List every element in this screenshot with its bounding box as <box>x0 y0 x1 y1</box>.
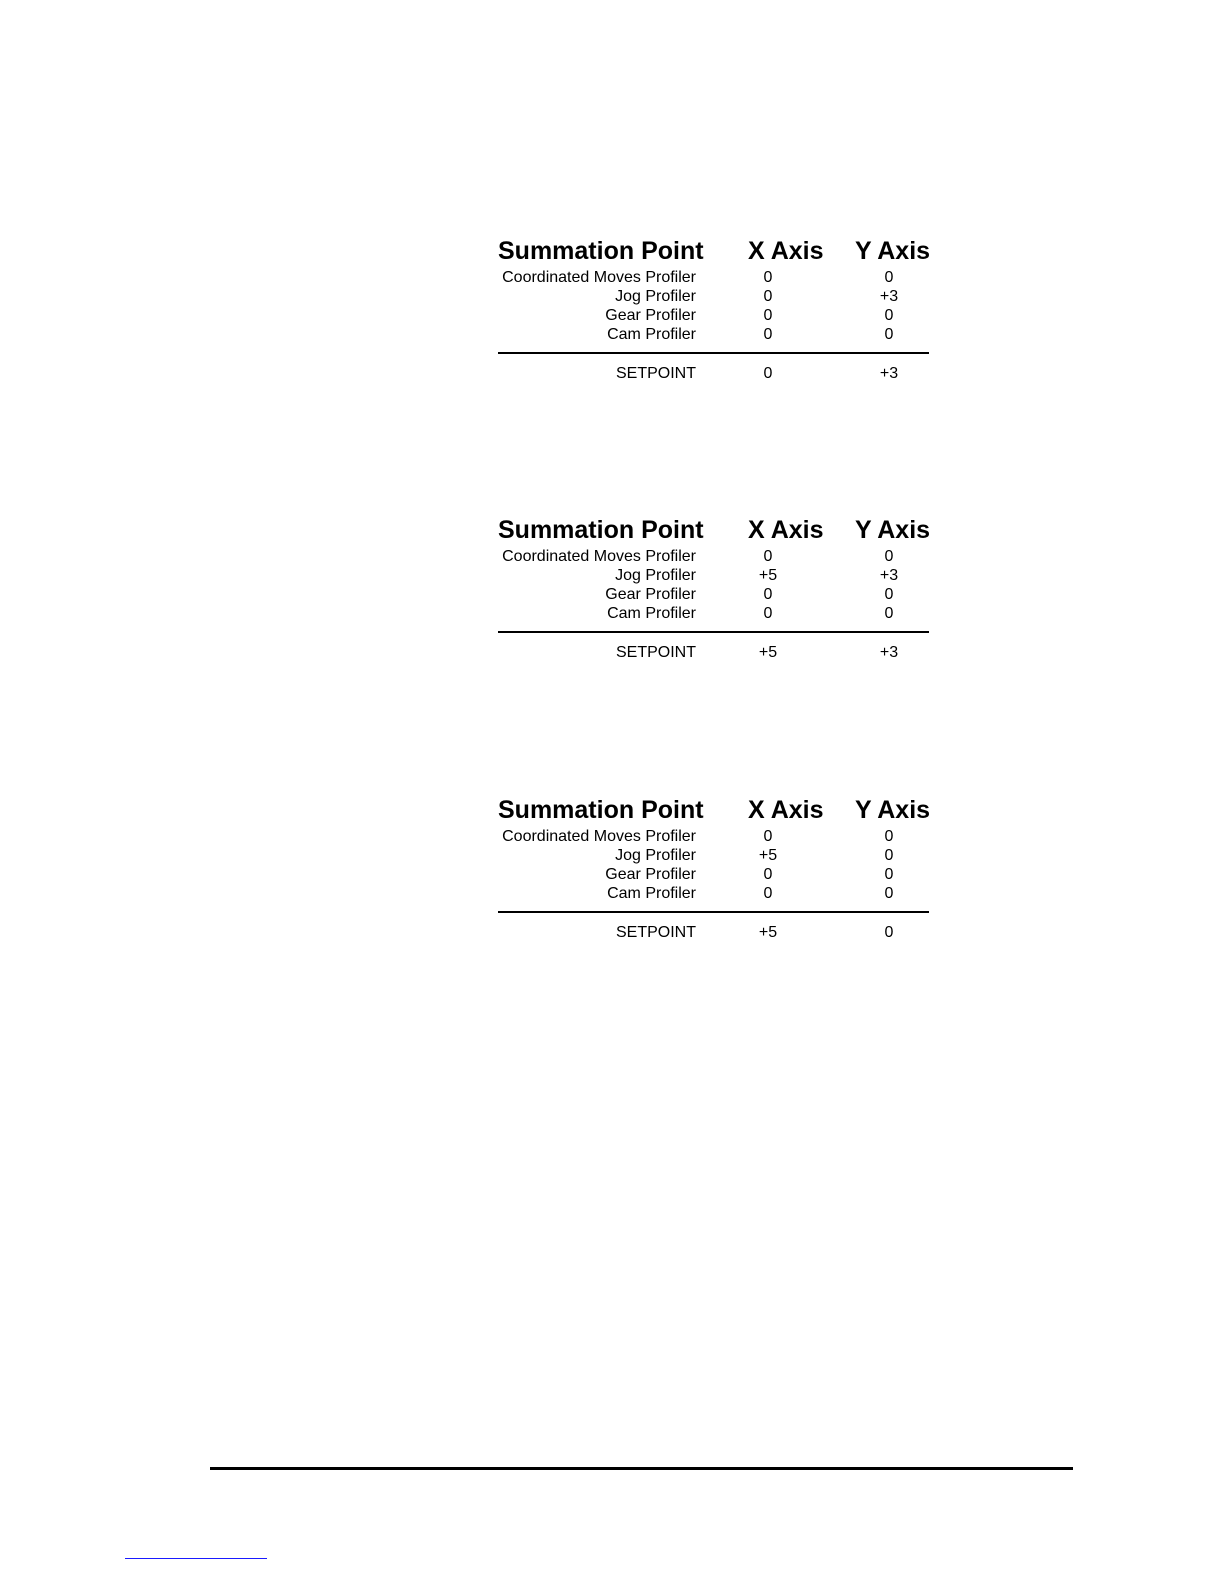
setpoint-x-value: +5 <box>758 924 778 941</box>
header-y-axis: Y Axis <box>855 237 931 265</box>
x-value: 0 <box>763 288 773 305</box>
sum-divider <box>498 631 929 633</box>
setpoint-y-value: +3 <box>879 365 899 382</box>
setpoint-y-value: 0 <box>884 924 894 941</box>
y-value: 0 <box>884 548 894 565</box>
row-coordinated-moves <box>498 268 930 287</box>
sum-divider <box>498 352 929 354</box>
y-value: 0 <box>884 885 894 902</box>
header-x-axis: X Axis <box>748 516 824 544</box>
footer-rule <box>210 1467 1073 1470</box>
header-summation-point: Summation Point <box>498 516 704 544</box>
x-value: 0 <box>763 548 773 565</box>
row-label: Gear Profiler <box>605 586 696 603</box>
header-summation-point: Summation Point <box>498 796 704 824</box>
setpoint-x-value: 0 <box>763 365 773 382</box>
row-label: Cam Profiler <box>607 326 696 343</box>
x-value: 0 <box>763 269 773 286</box>
setpoint-label: SETPOINT <box>615 365 696 382</box>
row-cam-profiler <box>498 325 930 344</box>
header-summation-point: Summation Point <box>498 237 704 265</box>
row-label: Jog Profiler <box>615 288 696 305</box>
header-y-axis: Y Axis <box>855 796 931 824</box>
row-label: Jog Profiler <box>615 567 696 584</box>
x-value: 0 <box>763 586 773 603</box>
header-y-axis: Y Axis <box>855 516 931 544</box>
x-value: 0 <box>763 326 773 343</box>
row-cam-profiler <box>498 884 930 903</box>
row-label: Cam Profiler <box>607 885 696 902</box>
row-gear-profiler <box>498 585 930 604</box>
y-value: 0 <box>884 866 894 883</box>
header-x-axis: X Axis <box>748 237 824 265</box>
y-value: 0 <box>884 828 894 845</box>
y-value: 0 <box>884 307 894 324</box>
row-label: Coordinated Moves Profiler <box>502 828 696 845</box>
row-label: Gear Profiler <box>605 866 696 883</box>
y-value: 0 <box>884 605 894 622</box>
summation-table-1 <box>498 236 930 396</box>
row-coordinated-moves <box>498 547 930 566</box>
row-gear-profiler <box>498 306 930 325</box>
y-value: 0 <box>884 269 894 286</box>
x-value: +5 <box>758 847 778 864</box>
y-value: 0 <box>884 847 894 864</box>
row-coordinated-moves <box>498 827 930 846</box>
y-value: 0 <box>884 326 894 343</box>
y-value: +3 <box>879 567 899 584</box>
row-label: Coordinated Moves Profiler <box>502 269 696 286</box>
x-value: 0 <box>763 866 773 883</box>
row-label: Gear Profiler <box>605 307 696 324</box>
x-value: 0 <box>763 307 773 324</box>
y-value: +3 <box>879 288 899 305</box>
setpoint-x-value: +5 <box>758 644 778 661</box>
row-setpoint <box>498 923 930 942</box>
x-value: 0 <box>763 828 773 845</box>
row-cam-profiler <box>498 604 930 623</box>
header-x-axis: X Axis <box>748 796 824 824</box>
row-jog-profiler <box>498 846 930 865</box>
x-value: 0 <box>763 605 773 622</box>
setpoint-y-value: +3 <box>879 644 899 661</box>
x-value: 0 <box>763 885 773 902</box>
setpoint-label: SETPOINT <box>615 644 696 661</box>
row-label: Coordinated Moves Profiler <box>502 548 696 565</box>
y-value: 0 <box>884 586 894 603</box>
sum-divider <box>498 911 929 913</box>
footer-link-underline[interactable] <box>125 1558 267 1559</box>
row-jog-profiler <box>498 287 930 306</box>
summation-table-2 <box>498 515 930 675</box>
row-label: Jog Profiler <box>615 847 696 864</box>
row-gear-profiler <box>498 865 930 884</box>
row-setpoint <box>498 643 930 662</box>
summation-table-3 <box>498 795 930 955</box>
row-setpoint <box>498 364 930 383</box>
row-jog-profiler <box>498 566 930 585</box>
x-value: +5 <box>758 567 778 584</box>
setpoint-label: SETPOINT <box>615 924 696 941</box>
row-label: Cam Profiler <box>607 605 696 622</box>
